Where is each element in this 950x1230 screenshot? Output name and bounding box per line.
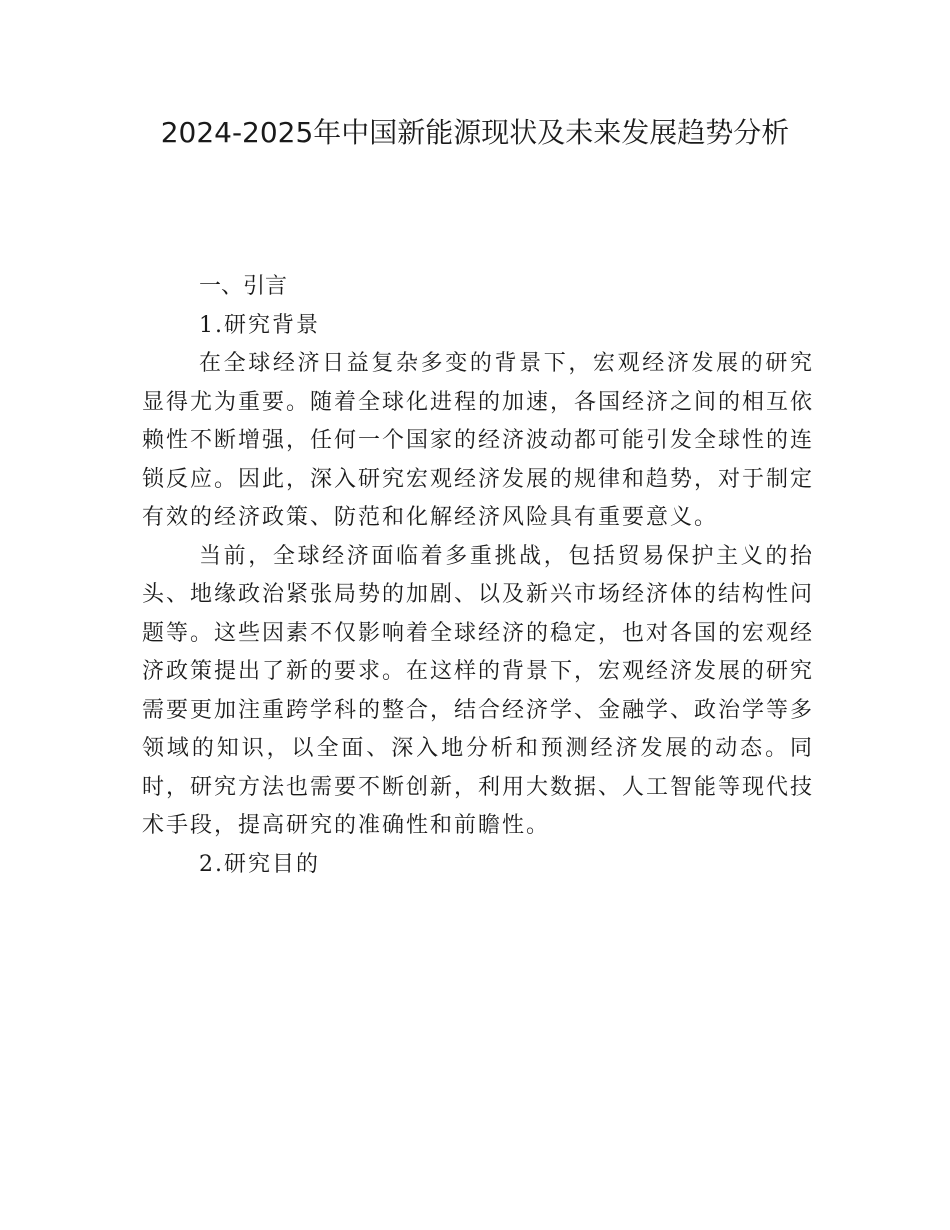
- subsection-heading-research-purpose: 2.研究目的: [199, 851, 320, 877]
- subsection-heading-research-background: 1.研究背景: [199, 312, 320, 338]
- document-body: [142, 268, 814, 884]
- paragraph-background-1: 在全球经济日益复杂多变的背景下，宏观经济发展的研究显得尤为重要。随着全球化进程的加速，各国经济之间的相互依赖性不断增强，任何一个国家的经济波动都可能引发全球性的连锁反应。因此，深入研究宏观经济发展的规律和趋势，对于制定有效的经济政策、防范和化解经济风险具有重要意义。: [142, 351, 815, 530]
- paragraph-background-2: 当前，全球经济面临着多重挑战，包括贸易保护主义的抬头、地缘政治紧张局势的加剧、以及新兴市场经济体的结构性问题等。这些因素不仅影响着全球经济的稳定，也对各国的宏观经济政策提出了新的要求。在这样的背景下，宏观经济发展的研究需要更加注重跨学科的整合，结合经济学、金融学、政治学等多领域的知识，以全面、深入地分析和预测经济发展的动态。同时，研究方法也需要不断创新，利用大数据、人工智能等现代技术手段，提高研究的准确性和前瞻性。: [142, 543, 815, 838]
- document-title: 2024-2025年中国新能源现状及未来发展趋势分析: [160, 116, 790, 149]
- section-heading-introduction: 一、引言: [199, 274, 288, 299]
